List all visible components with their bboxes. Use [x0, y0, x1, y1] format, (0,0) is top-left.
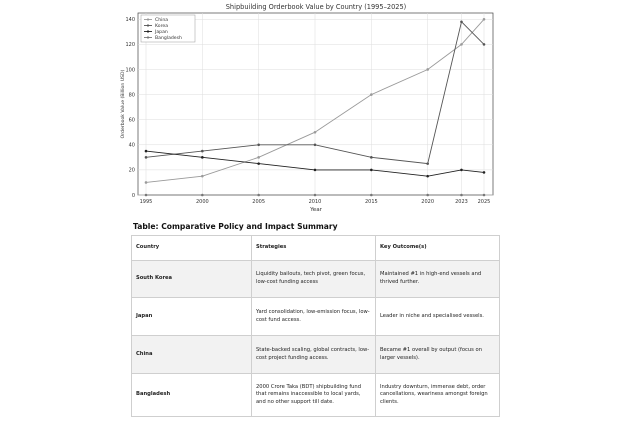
y-tick-label: 0 — [131, 192, 135, 199]
legend-label: Japan — [155, 30, 168, 36]
data-point-china — [426, 68, 429, 71]
data-point-bangladesh — [426, 194, 429, 197]
data-point-korea — [460, 20, 463, 23]
data-point-korea — [257, 143, 260, 146]
data-point-japan — [314, 169, 317, 172]
legend-marker — [147, 36, 149, 38]
y-axis-label: Orderbook Value (Billion USD) — [121, 69, 126, 139]
data-point-china — [145, 181, 148, 184]
data-point-korea — [483, 43, 486, 46]
data-point-japan — [483, 171, 486, 174]
data-point-bangladesh — [314, 194, 317, 197]
x-tick-label: 2000 — [195, 199, 209, 205]
table-row — [132, 374, 500, 417]
data-point-bangladesh — [370, 194, 373, 197]
data-point-china — [257, 156, 260, 159]
legend-label: Korea — [155, 24, 169, 30]
y-tick-label: 40 — [128, 142, 135, 149]
data-point-korea — [145, 156, 148, 159]
row-strategies: State-backed scaling, global contracts, low-cost project funding access. — [252, 336, 376, 374]
data-point-china — [201, 175, 204, 178]
row-strategies: 2000 Crore Taka (BDT) shipbuilding fund that remains inaccessible to local yards, and no other support till date. — [252, 374, 376, 417]
data-point-china — [460, 43, 463, 46]
header-outcome: Key Outcome(s) — [376, 236, 500, 261]
data-point-korea — [426, 162, 429, 165]
data-point-bangladesh — [145, 194, 148, 197]
data-point-japan — [426, 175, 429, 178]
x-tick-label: 2005 — [252, 199, 266, 205]
row-outcome: Leader in niche and specialised vessels. — [376, 298, 500, 336]
chart-title: Shipbuilding Orderbook Value by Country (1995–2025) — [225, 3, 407, 11]
table-row — [132, 298, 500, 336]
data-point-japan — [257, 162, 260, 165]
data-point-bangladesh — [460, 194, 463, 197]
y-tick-label: 120 — [125, 42, 135, 49]
policy-table — [131, 235, 500, 417]
data-point-korea — [314, 143, 317, 146]
legend-label: China — [155, 18, 169, 24]
x-tick-label: 2023 — [455, 199, 468, 205]
legend-label: Bangladesh — [155, 36, 182, 42]
x-axis-label: Year — [310, 207, 322, 213]
legend-marker — [147, 30, 149, 32]
data-point-china — [314, 131, 317, 134]
data-point-japan — [370, 169, 373, 172]
row-strategies: Yard consolidation, low-emission focus, low-cost fund access. — [252, 298, 376, 336]
y-tick-label: 140 — [125, 17, 135, 24]
x-tick-label: 2015 — [364, 199, 378, 205]
row-outcome: Industry downturn, immense debt, order cancellations, weariness amongst foreign clients. — [376, 374, 500, 417]
series-bangladesh — [145, 194, 486, 197]
data-point-bangladesh — [257, 194, 260, 197]
table-header-row — [132, 236, 500, 261]
header-country: Country — [132, 236, 252, 261]
data-point-korea — [201, 150, 204, 153]
y-tick-label: 20 — [128, 167, 135, 174]
row-strategies: Liquidity bailouts, tech pivot, green focus, low-cost funding access — [252, 261, 376, 298]
row-country: China — [132, 336, 252, 374]
header-strategies: Strategies — [252, 236, 376, 261]
x-tick-label: 2020 — [421, 199, 435, 205]
x-tick-label: 2025 — [477, 199, 491, 205]
data-point-japan — [145, 150, 148, 153]
row-country: Japan — [132, 298, 252, 336]
legend-marker — [147, 24, 149, 26]
x-tick-label: 1995 — [139, 199, 153, 205]
row-outcome: Became #1 overall by output (focus on larger vessels). — [376, 336, 500, 374]
row-country: Bangladesh — [132, 374, 252, 417]
data-point-japan — [201, 156, 204, 159]
row-outcome: Maintained #1 in high-end vessels and thrived further. — [376, 261, 500, 298]
x-tick-label: 2010 — [308, 199, 322, 205]
data-point-korea — [370, 156, 373, 159]
data-point-bangladesh — [483, 194, 486, 197]
table-title: Table: Comparative Policy and Impact Summary — [133, 222, 338, 231]
axis-ticks — [125, 17, 490, 205]
data-point-china — [483, 18, 486, 21]
table-row — [132, 336, 500, 374]
table-row — [132, 261, 500, 298]
data-point-japan — [460, 169, 463, 172]
data-point-bangladesh — [201, 194, 204, 197]
y-tick-label: 60 — [128, 117, 135, 124]
chart-legend — [141, 15, 195, 42]
y-tick-label: 100 — [125, 67, 135, 74]
data-point-china — [370, 93, 373, 96]
row-country: South Korea — [132, 261, 252, 298]
y-tick-label: 80 — [128, 92, 135, 99]
legend-marker — [147, 18, 149, 20]
